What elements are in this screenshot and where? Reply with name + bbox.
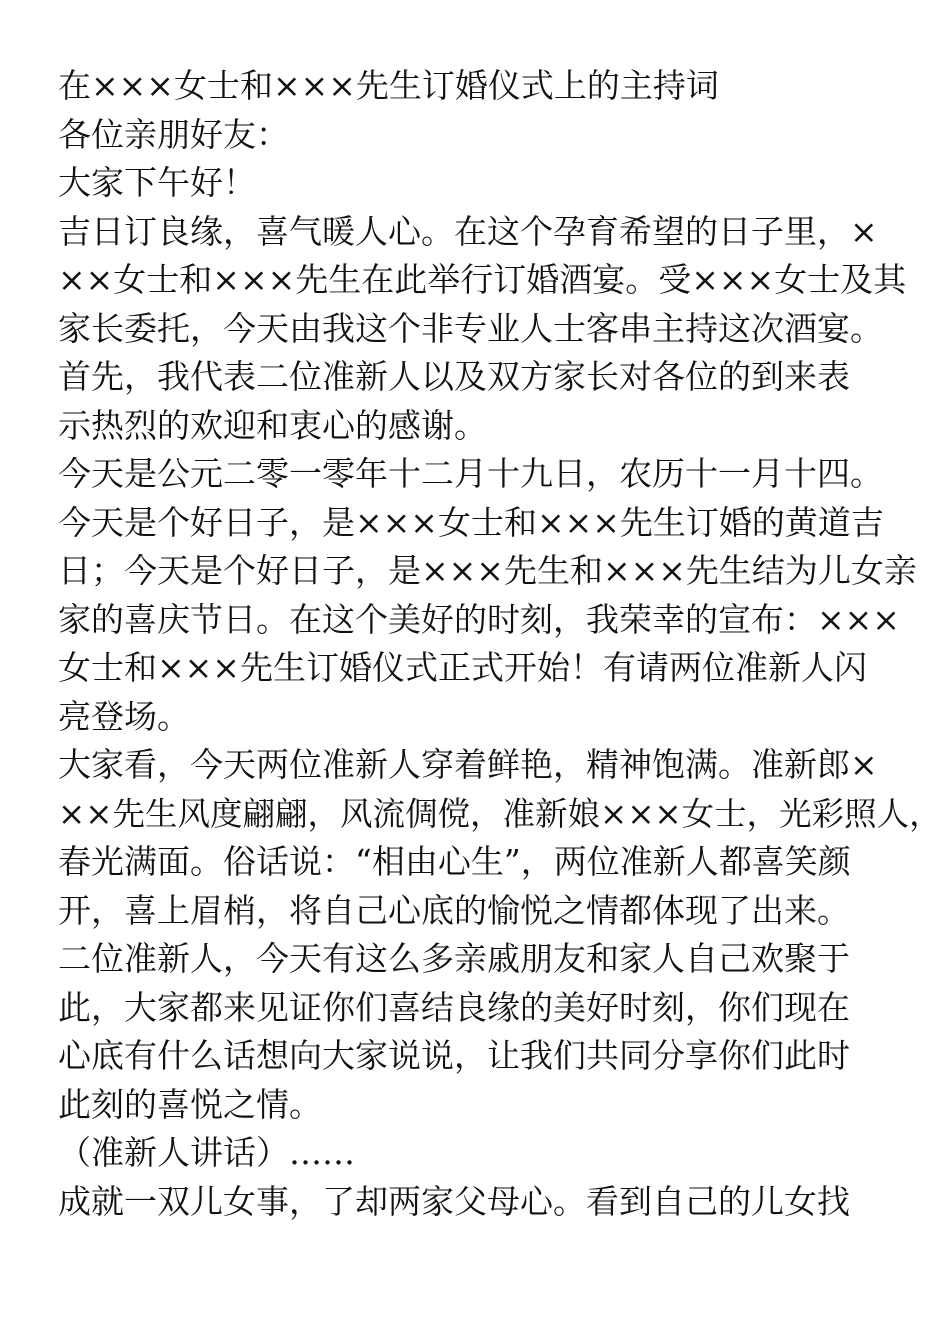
text-line: 今天是公元二零一零年十二月十九日，农历十一月十四。 bbox=[58, 454, 883, 493]
greeting: 大家下午好！ bbox=[58, 163, 256, 202]
text-line: 今天是个好日子，是×××女士和×××先生订婚的黄道吉 bbox=[58, 502, 884, 542]
text-line: 成就一双儿女事，了却两家父母心。看到自己的儿女找 bbox=[58, 1181, 850, 1221]
text-line: 示热烈的欢迎和衷心的感谢。 bbox=[58, 405, 487, 445]
text-line: ××女士和×××先生在此举行订婚酒宴。受×××女士及其 bbox=[58, 260, 907, 299]
text-line: 心底有什么话想向大家说说，让我们共同分享你们此时 bbox=[58, 1036, 850, 1075]
text-line: 吉日订良缘，喜气暖人心。在这个孕育希望的日子里，× bbox=[58, 211, 878, 251]
text-line: 二位准新人，今天有这么多亲戚朋友和家人自己欢聚于 bbox=[58, 939, 850, 978]
stage-direction: （准新人讲话）…… bbox=[58, 1133, 355, 1172]
text-line: 春光满面。俗话说：“相由心生”，两位准新人都喜笑颜 bbox=[58, 842, 851, 881]
document-title: 在×××女士和×××先生订婚仪式上的主持词 bbox=[58, 66, 719, 105]
text-line: 此刻的喜悦之情。 bbox=[58, 1084, 322, 1124]
text-line: 女士和×××先生订婚仪式正式开始！有请两位准新人闪 bbox=[58, 648, 867, 687]
text-line: 家长委托，今天由我这个非专业人士客串主持这次酒宴。 bbox=[58, 308, 883, 348]
text-line: 开，喜上眉梢，将自己心底的愉悦之情都体现了出来。 bbox=[58, 890, 850, 930]
text-line: 亮登场。 bbox=[58, 696, 190, 736]
text-line: 日；今天是个好日子，是×××先生和×××先生结为儿女亲 bbox=[58, 551, 917, 590]
text-line: ××先生风度翩翩，风流倜傥，准新娘×××女士，光彩照人， bbox=[58, 794, 942, 833]
text-line: 家的喜庆节日。在这个美好的时刻，我荣幸的宣布：××× bbox=[58, 599, 900, 639]
text-line: 首先，我代表二位准新人以及双方家长对各位的到来表 bbox=[58, 357, 850, 396]
text-line: 此，大家都来见证你们喜结良缘的美好时刻，你们现在 bbox=[58, 987, 850, 1027]
text-line: 大家看，今天两位准新人穿着鲜艳，精神饱满。准新郎× bbox=[58, 745, 878, 784]
document-body bbox=[58, 62, 942, 1226]
salutation: 各位亲朋好友： bbox=[58, 114, 289, 154]
